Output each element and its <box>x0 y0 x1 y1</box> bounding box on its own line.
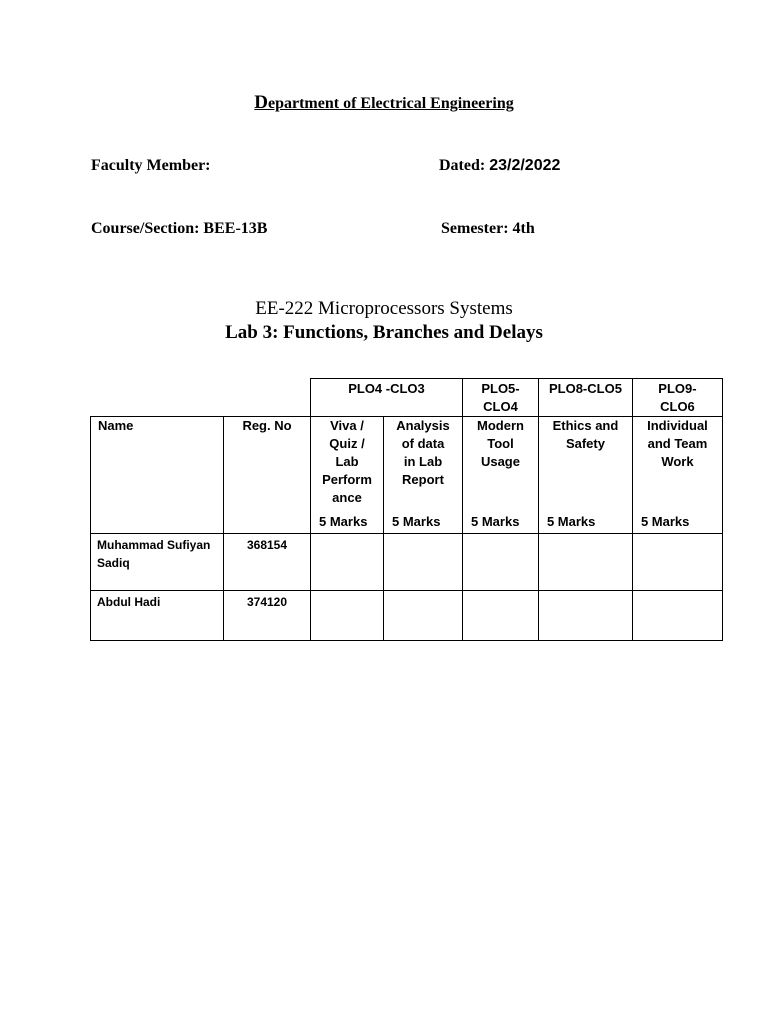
plo-header: PLO8-CLO5 <box>538 379 632 417</box>
department-initial: D <box>254 92 268 113</box>
criterion-label: Viva / Quiz / Lab Perform ance <box>322 418 372 505</box>
score-cell[interactable] <box>384 534 463 591</box>
course-section: Course/Section: BEE-13B <box>91 220 268 237</box>
score-cell[interactable] <box>463 591 539 641</box>
plo-header: PLO9-CLO6 <box>632 379 722 417</box>
table-row <box>91 534 723 591</box>
reg-column-header: Reg. No <box>242 418 292 433</box>
criterion-label: Modern Tool Usage <box>477 418 524 469</box>
score-cell[interactable] <box>463 534 539 591</box>
student-reg-no: 368154 <box>224 534 311 591</box>
dated-value: 23/2/2022 <box>489 157 561 174</box>
score-cell[interactable] <box>632 534 722 591</box>
student-name: Muhammad Sufiyan Sadiq <box>91 534 224 591</box>
score-cell[interactable] <box>311 591 384 641</box>
department-heading <box>0 92 768 114</box>
score-cell[interactable] <box>632 591 722 641</box>
semester: Semester: 4th <box>441 220 535 237</box>
score-cell[interactable] <box>384 591 463 641</box>
name-column-header: Name <box>98 418 134 433</box>
criterion-label: Individual and Team Work <box>647 418 708 469</box>
criterion-marks: 5 Marks <box>319 514 368 529</box>
score-cell[interactable] <box>538 591 632 641</box>
lab-title: Lab 3: Functions, Branches and Delays <box>225 322 543 343</box>
criterion-label: Analysis of data in Lab Report <box>396 418 450 487</box>
course-title: EE-222 Microprocessors Systems <box>255 298 513 319</box>
department-name: epartment of Electrical Engineering <box>268 95 514 112</box>
criterion-marks: 5 Marks <box>546 514 596 529</box>
student-name: Abdul Hadi <box>91 591 224 641</box>
criterion-marks: 5 Marks <box>471 514 520 529</box>
score-cell[interactable] <box>538 534 632 591</box>
plo-header: PLO5-CLO4 <box>463 379 539 417</box>
plo-header: PLO4 -CLO3 <box>311 379 463 417</box>
criterion-marks: 5 Marks <box>392 514 441 529</box>
dated-line <box>439 157 560 175</box>
score-cell[interactable] <box>311 534 384 591</box>
plo-header-row <box>91 379 723 417</box>
faculty-member-label: Faculty Member: <box>91 157 211 174</box>
dated-label: Dated: <box>439 157 486 174</box>
criteria-header-row <box>91 417 723 534</box>
student-reg-no: 374120 <box>224 591 311 641</box>
criterion-marks: 5 Marks <box>640 514 690 529</box>
table-row <box>91 591 723 641</box>
assessment-table <box>90 378 723 641</box>
criterion-label: Ethics and Safety <box>552 418 619 451</box>
